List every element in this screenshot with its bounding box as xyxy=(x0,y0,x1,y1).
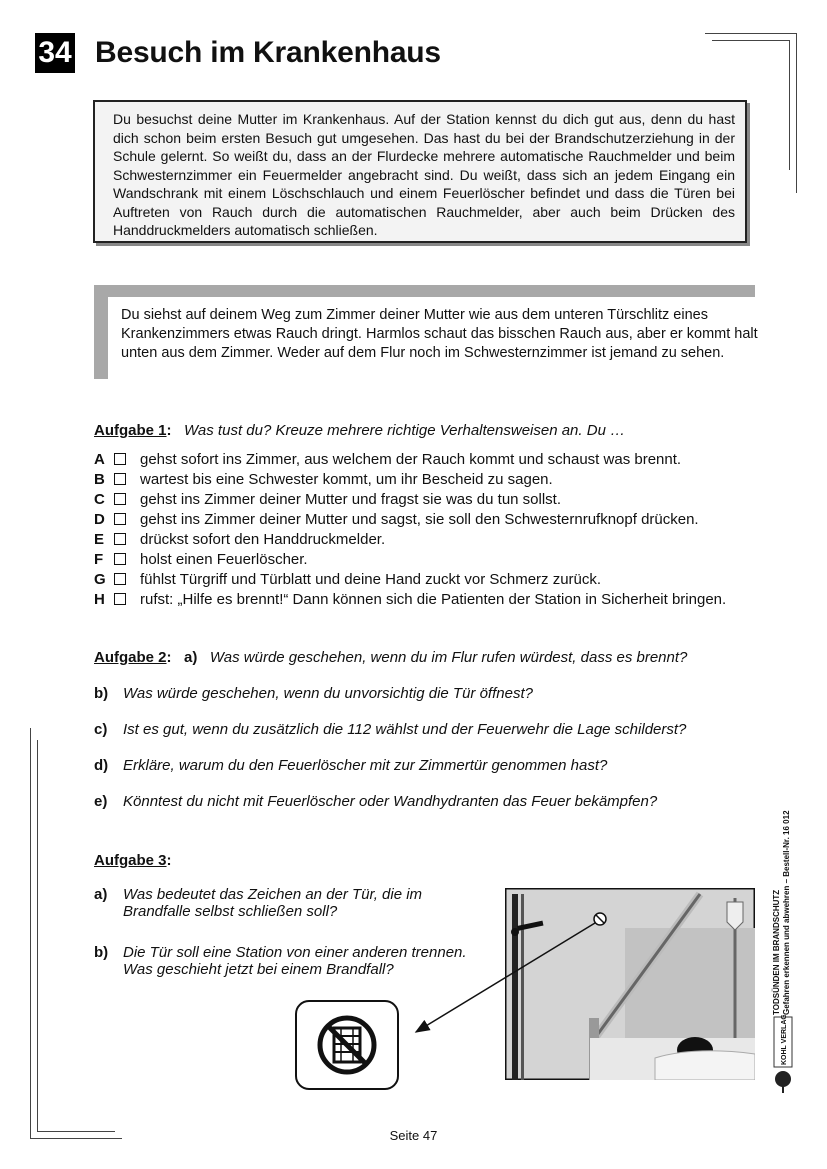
question-label: d) xyxy=(94,757,109,774)
option-e xyxy=(94,531,385,548)
scenario-side-bar xyxy=(94,285,108,379)
option-h xyxy=(94,591,726,608)
intro-box: Du besuchst deine Mutter im Krankenhaus. Auf der Station kennst du dich gut aus, denn du hast dich schon beim ersten Besuch gut umgesehen. Das hast du bei der Brandschutzerziehung in der Schule gelernt. So weißt du, dass an der Flurdecke mehrere automatische Rauchmelder und beim Schwesternzimmer ein Feuermelder angebracht sind. Du weißt, dass sich an jedem Eingang ein Wandschrank mit einem Löschschlauch und einem Feuerlöscher befindet und dass die Türen bei Auftreten von Rauch durch die automatischen Rauchmelder, aber auch beim Drücken des Handdruckmelders automatisch schließen. xyxy=(93,100,747,243)
question-label: b) xyxy=(94,685,109,702)
svg-text:KOHL VERLAG: KOHL VERLAG xyxy=(781,1015,788,1065)
task2-question-a xyxy=(94,649,687,666)
question-label: c) xyxy=(94,721,108,738)
option-letter: G xyxy=(94,571,106,588)
checkbox-icon[interactable] xyxy=(114,473,126,485)
publisher-logo xyxy=(771,1015,795,1095)
question-label: e) xyxy=(94,793,108,810)
task1-colon: : xyxy=(166,422,172,439)
task2-question-d xyxy=(94,757,607,774)
checkbox-icon[interactable] xyxy=(114,573,126,585)
side-imprint-series: TODSÜNDEN IM BRANDSCHUTZ xyxy=(772,889,781,1015)
option-text: drückst sofort den Handdruckmelder. xyxy=(140,531,386,548)
question-text-line1: Was bedeutet das Zeichen an der Tür, die im xyxy=(123,886,423,903)
page-title: Besuch im Krankenhaus xyxy=(95,36,441,69)
task2-heading: Aufgabe 2 xyxy=(94,649,167,666)
option-text: wartest bis eine Schwester kommt, um ihr Bescheid zu sagen. xyxy=(140,471,553,488)
no-wedge-door-sign xyxy=(295,1000,399,1090)
pointer-arrow xyxy=(400,915,610,1045)
side-imprint-subtitle: Gefahren erkennen und abwehren – Bestell-Nr. 16 012 xyxy=(781,810,791,1015)
task2-question-e xyxy=(94,793,657,810)
option-letter: C xyxy=(94,491,105,508)
option-f xyxy=(94,551,308,568)
question-text-line1: Die Tür soll eine Station von einer anderen trennen. xyxy=(123,944,467,961)
option-text: gehst ins Zimmer deiner Mutter und fragst sie was du tun sollst. xyxy=(140,491,562,508)
task1-prompt: Was tust du? Kreuze mehrere richtige Verhaltensweisen an. Du … xyxy=(184,422,626,439)
option-letter: D xyxy=(94,511,105,528)
task1-heading-line xyxy=(94,422,625,439)
chapter-number-badge: 34 xyxy=(35,33,75,73)
option-c xyxy=(94,491,561,508)
checkbox-icon[interactable] xyxy=(114,513,126,525)
task3-heading: Aufgabe 3 xyxy=(94,852,167,869)
question-text: Was würde geschehen, wenn du unvorsichtig die Tür öffnest? xyxy=(123,685,533,702)
option-g xyxy=(94,571,601,588)
page-number: Seite 47 xyxy=(389,1128,438,1143)
task3-heading-line xyxy=(94,852,172,869)
option-text: holst einen Feuerlöscher. xyxy=(140,551,308,568)
option-a xyxy=(94,451,681,468)
question-label: a) xyxy=(94,886,108,903)
side-imprint xyxy=(772,760,822,1015)
task2-question-b xyxy=(94,685,533,702)
question-text-line2: Was geschieht jetzt bei einem Brandfall? xyxy=(123,961,394,978)
side-imprint-rotated xyxy=(772,760,822,1015)
frame-bottom-left-v1 xyxy=(30,728,31,1138)
question-text-line2: Brandfalle selbst schließen soll? xyxy=(123,903,338,920)
task3-question-a xyxy=(94,886,422,920)
option-text: rufst: „Hilfe es brennt!“ Dann können sich die Patienten der Station in Sicherheit bringen. xyxy=(140,591,727,608)
option-letter: A xyxy=(94,451,105,468)
frame-top-right-h1 xyxy=(705,33,797,34)
option-d xyxy=(94,511,699,528)
option-b xyxy=(94,471,553,488)
option-letter: B xyxy=(94,471,105,488)
frame-top-right-h2 xyxy=(712,40,790,41)
option-letter: E xyxy=(94,531,105,548)
task2-question-c xyxy=(94,721,686,738)
task1-heading: Aufgabe 1 xyxy=(94,422,167,439)
option-text: gehst sofort ins Zimmer, aus welchem der Rauch kommt und schaust was brennt. xyxy=(140,451,682,468)
task3-colon: : xyxy=(166,852,172,869)
checkbox-icon[interactable] xyxy=(114,453,126,465)
option-letter: F xyxy=(94,551,104,568)
task2-colon: : xyxy=(166,649,172,666)
checkbox-icon[interactable] xyxy=(114,533,126,545)
checkbox-icon[interactable] xyxy=(114,553,126,565)
option-text: fühlst Türgriff und Türblatt und deine Hand zuckt vor Schmerz zurück. xyxy=(140,571,602,588)
prohibition-sign-icon xyxy=(297,1002,397,1088)
question-text: Könntest du nicht mit Feuerlöscher oder Wandhydranten das Feuer bekämpfen? xyxy=(123,793,658,810)
scenario-top-bar xyxy=(94,285,755,297)
checkbox-icon[interactable] xyxy=(114,493,126,505)
frame-top-right-v1 xyxy=(796,33,797,193)
option-letter: H xyxy=(94,591,105,608)
scenario-text: Du siehst auf deinem Weg zum Zimmer deiner Mutter wie aus dem unteren Türschlitz eines Krankenzimmers etwas Rauch dringt. Harmlos schaut das bisschen Rauch aus, aber er kommt halt unten aus dem Zimmer. Weder auf dem Flur noch im Schwesternzimmer ist jemand zu sehen. xyxy=(121,307,758,361)
question-text: Erkläre, warum du den Feuerlöscher mit zur Zimmertür genommen hast? xyxy=(123,757,608,774)
question-text: Was würde geschehen, wenn du im Flur rufen würdest, dass es brennt? xyxy=(209,649,688,666)
question-label: b) xyxy=(94,944,109,961)
question-label: a) xyxy=(184,649,198,666)
option-text: gehst ins Zimmer deiner Mutter und sagst, sie soll den Schwesternrufknopf drücken. xyxy=(140,511,699,528)
checkbox-icon[interactable] xyxy=(114,593,126,605)
question-text: Ist es gut, wenn du zusätzlich die 112 wählst und der Feuerwehr die Lage schilderst? xyxy=(123,721,687,738)
frame-bottom-left-v2 xyxy=(37,740,38,1131)
frame-top-right-v2 xyxy=(789,40,790,170)
publisher-tree-icon xyxy=(771,1015,795,1095)
